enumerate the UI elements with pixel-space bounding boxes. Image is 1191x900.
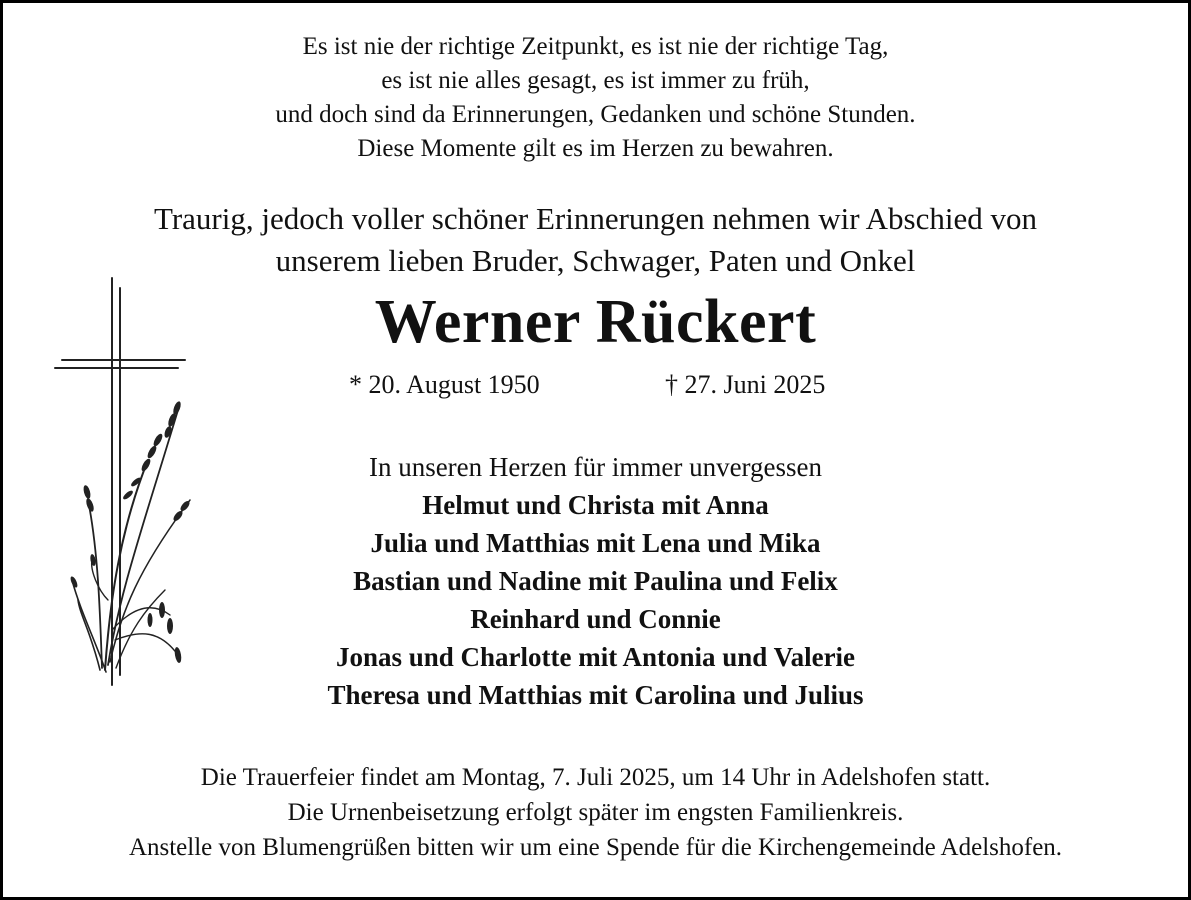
cross-with-grass-icon [50,270,200,690]
poem-line: und doch sind da Erinnerungen, Gedanken und schöne Stunden. [275,101,916,128]
mourner-line: Julia und Matthias mit Lena und Mika [370,528,821,558]
mourner-line: Bastian und Nadine mit Paulina und Felix [353,566,838,596]
funeral-info-line: Die Urnenbeisetzung erfolgt später im engsten Familienkreis. [287,799,904,826]
mourner-line: Reinhard und Connie [470,604,721,634]
poem-line: Diese Momente gilt es im Herzen zu bewahren. [357,135,834,162]
death-date: † 27. Juni 2025 [665,370,826,399]
poem-line: Es ist nie der richtige Zeitpunkt, es ist nie der richtige Tag, [302,33,889,60]
deceased-name: Werner Rückert [374,288,817,356]
poem [0,30,1191,166]
poem-line: es ist nie alles gesagt, es ist immer zu früh, [381,67,810,94]
mourner-line: Theresa und Matthias mit Carolina und Julius [327,680,864,710]
funeral-info-line: Anstelle von Blumengrüßen bitten wir um eine Spende für die Kirchengemeinde Adelshofen. [128,834,1063,861]
birth-date: * 20. August 1950 [349,370,540,399]
mourners-heading: In unseren Herzen für immer unvergessen [368,452,823,482]
intro-line: Traurig, jedoch voller schöner Erinnerungen nehmen wir Abschied von [153,201,1037,236]
intro-line: unserem lieben Bruder, Schwager, Paten und Onkel [275,243,916,278]
funeral-info-line: Die Trauerfeier findet am Montag, 7. Juli 2025, um 14 Uhr in Adelshofen statt. [200,764,991,791]
mourner-line: Jonas und Charlotte mit Antonia und Valerie [335,642,856,672]
funeral-info [0,760,1191,865]
mourner-line: Helmut und Christa mit Anna [422,490,769,520]
